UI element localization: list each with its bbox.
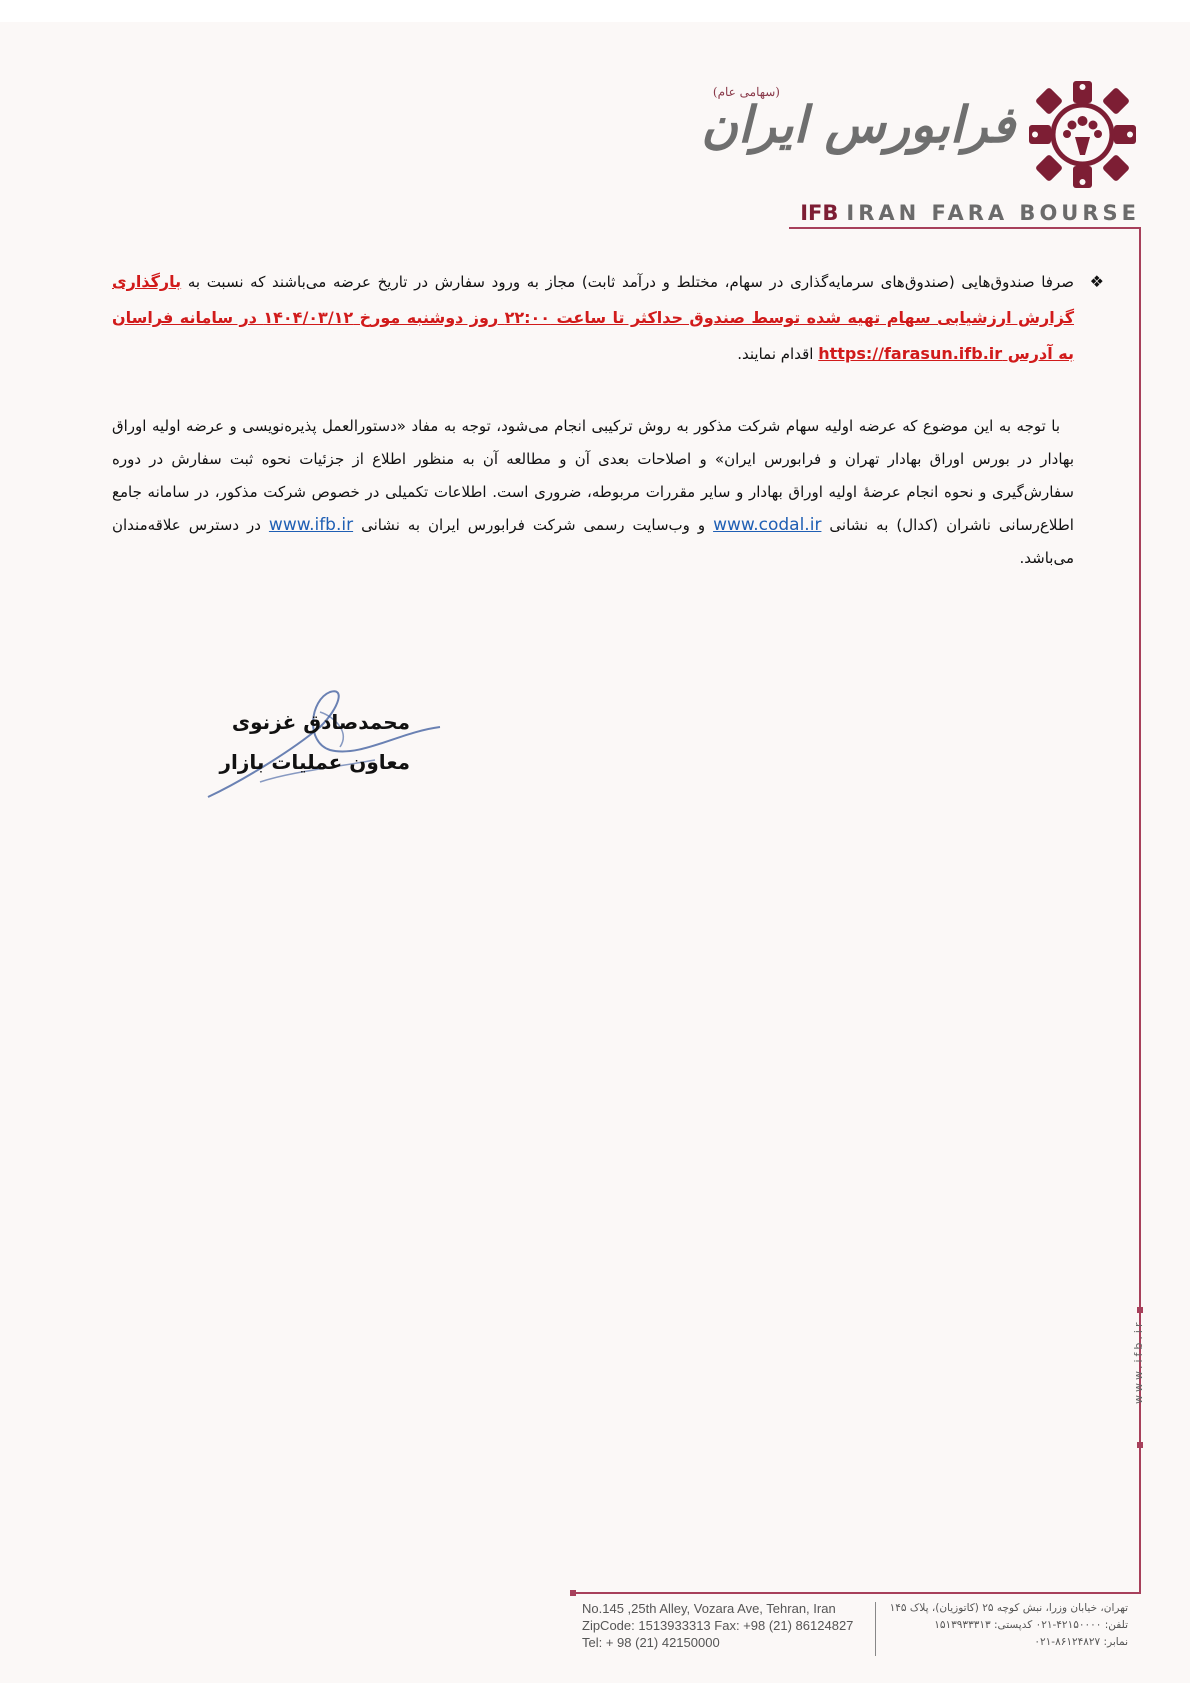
ifb-link[interactable]: www.ifb.ir [268,515,354,535]
company-logo [701,77,1140,227]
deadline-highlight[interactable]: بارگذاری گزارش ارزشیابی سهام تهیه شده توسط صندوق حداکثر تا ساعت ۲۲:۰۰ روز دوشنبه مورخ ۱۴۰۴/۰۳/۱۲ در سامانه فراسان به آدرس https://farasun.ifb.ir [112,272,1075,363]
footer-fa-phone-line: تلفن: ۴۲۱۵۰۰۰۰-۰۲۱ کدپستی: ۱۵۱۳۹۳۳۳۱۳ [934,1619,1128,1631]
logo-persian-name: فرابورس ایران [701,95,1015,154]
footer-fa-fax-line: نمابر: ۸۶۱۲۴۸۲۷-۰۲۱ [1034,1636,1128,1648]
frame-dot [1137,1442,1143,1448]
paragraph-text-1: با توجه به این موضوع که عرضه اولیه سهام شرکت مذکور به روش ترکیبی انجام می‌شود، توجه به مفاد «دستورالعمل پذیره‌نویسی و عرضه اولیه اوراق بهادار در بورس اوراق بهادار تهران و فرابورس ایران» و اصلاحات بعدی آن و مطالعه آن به منظور اطلاع از جزئیات نحوه ثبت سفارش در دوره سفارش‌گیری و نحوه انجام عرضهٔ اولیه اوراق بهادار و سایر مقررات مربوطه، ضروری است. اطلاعات تکمیلی در خصوص شرکت مذکور، در سامانه جامع اطلاع‌رسانی ناشران (کدال) به نشانی [112,417,1074,534]
logo-english-name [788,201,1140,227]
bullet-text-end: اقدام نمایند. [737,345,814,363]
footer-tel-line: Tel: + 98 (21) 42150000 [582,1635,720,1650]
bullet-paragraph [112,264,1104,372]
footer-english-address [582,1600,853,1651]
frame-dot [570,1590,576,1596]
handwritten-signature-icon [200,672,470,812]
logo-english-text: IRAN FARA BOURSE [846,201,1140,225]
bullet-icon: ❖ [1089,272,1104,291]
logo-abbr: IFB [800,201,839,225]
letter-footer [582,1600,1142,1670]
footer-address-line: No.145 ,25th Alley, Vozara Ave, Tehran, Iran [582,1601,836,1616]
footer-persian-address [890,1600,1128,1651]
signer-title: معاون عملیات بازار [219,750,410,774]
footer-fa-address-line: تهران، خیابان وزرا، نبش کوچه ۲۵ (کاتوزیان)، پلاک ۱۴۵ [889,1602,1128,1614]
signer-name: محمدصادق غزنوی [231,710,410,734]
letter-page [0,22,1190,1683]
paragraph-text-2: و وب‌سایت رسمی شرکت فرابورس ایران به نشانی [361,516,706,534]
footer-divider [875,1602,876,1656]
frame-bottom-line [571,1592,1141,1594]
info-paragraph [112,410,1074,575]
emblem-icon [1025,77,1140,192]
bullet-text-start: صرفا صندوق‌هایی (صندوق‌های سرمایه‌گذاری در سهام، مختلط و درآمد ثابت) مجاز به ورود سفارش در تاریخ عرضه می‌باشند که نسبت به [187,273,1074,291]
signature-block [200,672,470,812]
paragraph-text-3: در دسترس علاقه‌مندان می‌باشد. [112,516,1074,567]
logo-subtitle: (سهامی عام) [712,85,780,99]
frame-top-line [789,227,1141,229]
footer-zip-fax-line: ZipCode: 1513933313 Fax: +98 (21) 86124827 [582,1618,854,1633]
codal-link[interactable]: www.codal.ir [713,515,822,535]
side-website-text: www.ifb.ir [1132,1319,1145,1405]
